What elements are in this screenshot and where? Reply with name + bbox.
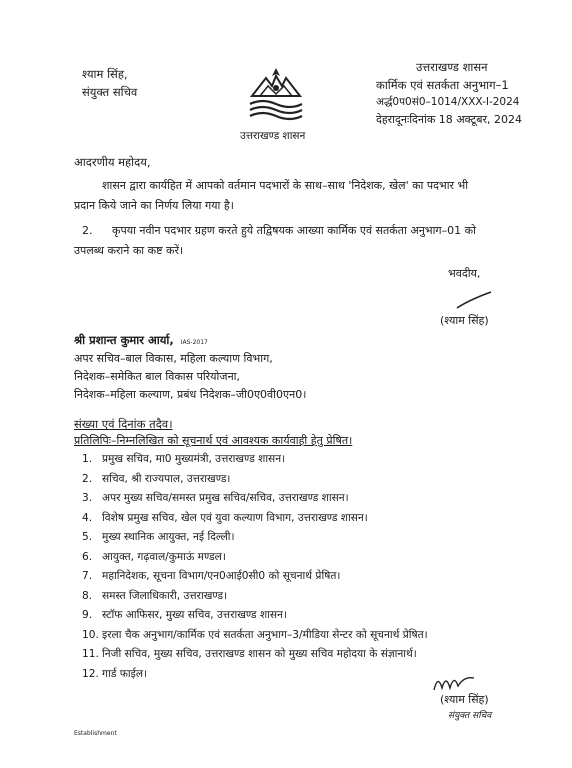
state-emblem-icon: [246, 66, 306, 124]
addressee-name: [74, 333, 208, 350]
list-item-number: 11.: [82, 648, 99, 660]
list-item: [82, 550, 226, 564]
list-item-number: 6.: [82, 550, 93, 563]
list-item-text: मुख्य स्थानिक आयुक्त, नई दिल्ली।: [102, 531, 235, 543]
list-item: [82, 608, 287, 622]
list-item-number: 5.: [82, 531, 93, 543]
letter-number: अर्द्ध0प0सं0–1014/XXX-I-2024: [376, 96, 520, 108]
copy-intro: [74, 433, 352, 448]
list-item: [82, 569, 340, 583]
list-item-text: इरला चैक अनुभाग/कार्मिक एवं सतर्कता अनुभाग–3/मीडिया सेन्टर को सूचनार्थ प्रेषित।: [102, 628, 428, 641]
list-item-text: निजी सचिव, मुख्य सचिव, उत्तराखण्ड शासन को मुख्य सचिव महोदया के संज्ञानार्थ।: [102, 648, 417, 660]
addressee-line1: अपर सचिव–बाल विकास, महिला कल्याण विभाग,: [74, 352, 273, 365]
signatory-name: (श्याम सिंह): [440, 314, 489, 327]
list-item-text: समस्त जिलाधिकारी, उत्तराखण्ड।: [102, 589, 228, 602]
addressee-name-text: श्री प्रशान्त कुमार आर्या,: [74, 333, 174, 347]
list-item-number: 7.: [82, 570, 93, 582]
list-item-text: आयुक्त, गढ़वाल/कुमाऊं मण्डल।: [102, 550, 226, 563]
sender-designation: संयुक्त सचिव: [82, 85, 138, 99]
signature-stroke: [455, 290, 495, 314]
list-item: [82, 589, 227, 603]
list-item: [82, 472, 230, 486]
list-item: [82, 628, 428, 642]
bottom-signatory: (श्याम सिंह): [440, 693, 489, 706]
para1-line1: शासन द्वारा कार्यहित में आपको वर्तमान पदभारों के साथ–साथ 'निदेशक, खेल' का पदभार भी: [102, 179, 469, 192]
list-item-text: प्रमुख सचिव, मा0 मुख्यमंत्री, उत्तराखण्ड शासन।: [102, 453, 286, 465]
list-item-text: अपर मुख्य सचिव/समस्त प्रमुख सचिव/सचिव, उत्तराखण्ड शासन।: [102, 492, 349, 504]
emblem-caption: उत्तराखण्ड शासन: [240, 130, 306, 142]
para2-number: 2.: [82, 224, 93, 237]
list-item-number: 12.: [82, 667, 99, 680]
list-item-text: विशेष प्रमुख सचिव, खेल एवं युवा कल्याण विभाग, उत्तराखण्ड शासन।: [102, 511, 368, 524]
para2-line2: उपलब्ध कराने का कष्ट करें।: [74, 244, 184, 257]
list-item: [82, 511, 368, 525]
salutation: आदरणीय महोदय,: [74, 155, 151, 169]
footer-tag: Establishment: [74, 730, 117, 737]
govt-name: उत्तराखण्ड शासन: [416, 60, 488, 74]
addressee-line2: निदेशक–समेकित बाल विकास परियोजना,: [74, 370, 241, 383]
para1-line2: प्रदान किये जाने का निर्णय लिया गया है।: [74, 199, 234, 212]
list-item: [82, 452, 285, 466]
list-item-text: सचिव, श्री राज्यपाल, उत्तराखण्ड।: [102, 472, 231, 485]
list-item-number: 10.: [82, 628, 99, 641]
bottom-handwritten-designation: संयुक्त सचिव: [448, 711, 492, 721]
copy-intro-text: प्रतिलिपिः–निम्नलिखित को सूचनार्थ एवं आवश्यक कार्यवाही हेतु प्रेषित।: [74, 434, 353, 447]
sender-name: श्याम सिंह,: [82, 67, 128, 81]
list-item-text: महानिदेशक, सूचना विभाग/एन0आई0सी0 को सूचनार्थ प्रेषित।: [102, 570, 341, 582]
department-section: कार्मिक एवं सतर्कता अनुभाग–1: [376, 78, 509, 92]
list-item-number: 4.: [82, 511, 93, 524]
list-item-text: स्टॉफ आफिसर, मुख्य सचिव, उत्तराखण्ड शासन।: [102, 609, 287, 621]
list-item-text: गार्ड फाईल।: [102, 667, 148, 680]
letter-date: देहरादूनःदिनांक 18 अक्टूबर, 2024: [376, 113, 522, 126]
list-item-number: 9.: [82, 609, 93, 621]
addressee-service: IAS-2017: [180, 339, 208, 346]
addressee-line3: निदेशक–महिला कल्याण, प्रबंध निदेशक–जी0ए0वी0एन0।: [74, 388, 307, 401]
list-item: [82, 491, 349, 505]
closing: भवदीय,: [448, 267, 481, 280]
list-item-number: 8.: [82, 589, 93, 602]
list-item: [82, 647, 417, 661]
list-item-number: 3.: [82, 492, 93, 504]
list-item-number: 1.: [82, 453, 93, 465]
list-item: [82, 667, 147, 681]
list-item-number: 2.: [82, 472, 93, 485]
copy-heading: संख्या एवं दिनांक तदैव।: [74, 417, 173, 431]
para2-line1: कृपया नवीन पदभार ग्रहण करते हुये तद्विषयक आख्या कार्मिक एवं सतर्कता अनुभाग–01 को: [112, 224, 476, 237]
list-item: [82, 530, 235, 544]
